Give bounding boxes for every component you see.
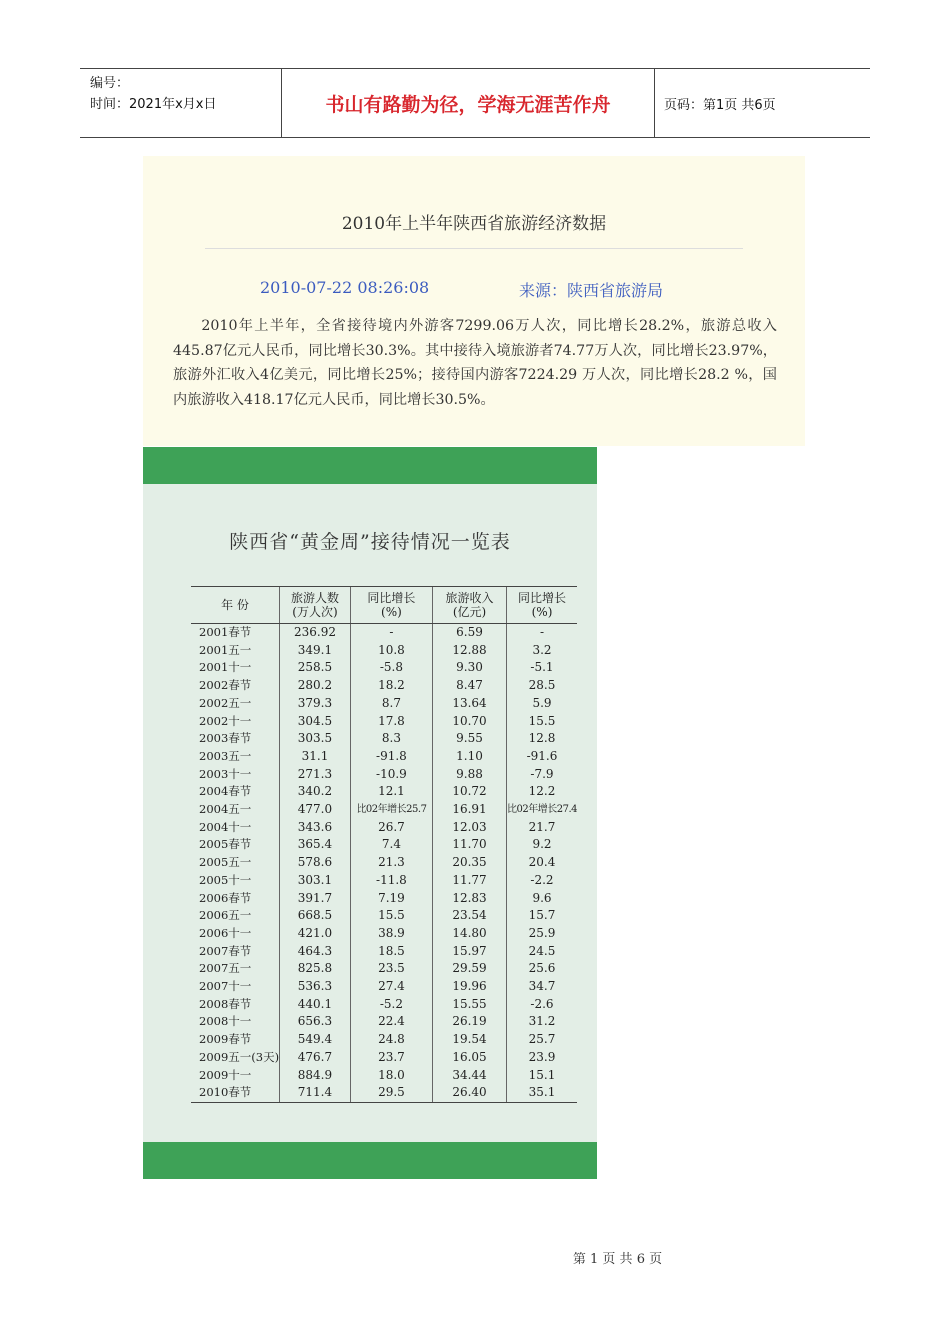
table-row	[191, 1013, 577, 1031]
value-cell: 24.5	[507, 943, 578, 961]
value-cell: 31.2	[507, 1013, 578, 1031]
value-cell: 825.8	[280, 960, 351, 978]
value-cell: -	[350, 624, 432, 642]
table-row	[191, 624, 577, 642]
value-cell: 24.8	[350, 1031, 432, 1049]
table-row	[191, 907, 577, 925]
value-cell: 365.4	[280, 836, 351, 854]
value-cell: 29.59	[433, 960, 507, 978]
period-cell: 2004五一	[199, 802, 252, 817]
value-cell: 23.5	[350, 960, 432, 978]
value-cell: 22.4	[350, 1013, 432, 1031]
value-cell: 23.54	[433, 907, 507, 925]
header-divider	[654, 69, 655, 137]
period-cell: 2007五一	[199, 961, 252, 976]
value-cell: 34.44	[433, 1067, 507, 1085]
period-cell: 2002五一	[199, 695, 252, 710]
value-cell: 10.72	[433, 783, 507, 801]
value-cell: 26.19	[433, 1013, 507, 1031]
table-row	[191, 748, 577, 766]
table-row	[191, 890, 577, 908]
value-cell: 21.7	[507, 819, 578, 837]
value-cell: 28.5	[507, 677, 578, 695]
period-cell: 2007春节	[199, 943, 252, 958]
table-row	[191, 819, 577, 837]
header-motto: 书山有路勤为径，学海无涯苦作舟	[325, 93, 611, 116]
value-cell: 15.5	[350, 907, 432, 925]
table-header-row	[191, 587, 577, 624]
header-time: 时间：2021年x月x日	[90, 97, 217, 112]
period-cell: 2008春节	[199, 996, 252, 1011]
value-cell: 25.9	[507, 925, 578, 943]
header-cell: 旅游收入 (亿元)	[433, 587, 507, 624]
value-cell: 9.30	[433, 659, 507, 677]
value-cell: 29.5	[350, 1084, 432, 1102]
period-cell: 2004春节	[199, 784, 252, 799]
value-cell: 16.05	[433, 1049, 507, 1067]
table-row	[191, 766, 577, 784]
value-cell: 34.7	[507, 978, 578, 996]
value-cell: 15.5	[507, 713, 578, 731]
period-cell: 2002春节	[199, 678, 252, 693]
document-header	[80, 68, 870, 138]
value-cell: -91.6	[507, 748, 578, 766]
value-cell: 656.3	[280, 1013, 351, 1031]
period-cell: 2005春节	[199, 837, 252, 852]
table-row	[191, 783, 577, 801]
value-cell: 884.9	[280, 1067, 351, 1085]
value-cell: 20.35	[433, 854, 507, 872]
value-cell: 比02年增长25.7	[350, 801, 432, 819]
value-cell: 668.5	[280, 907, 351, 925]
table-row	[191, 872, 577, 890]
value-cell: 9.55	[433, 730, 507, 748]
value-cell: 26.7	[350, 819, 432, 837]
value-cell: 25.7	[507, 1031, 578, 1049]
table-row	[191, 1031, 577, 1049]
value-cell: -11.8	[350, 872, 432, 890]
value-cell: 15.97	[433, 943, 507, 961]
table-row	[191, 943, 577, 961]
value-cell: 12.03	[433, 819, 507, 837]
article-source: 来源：陕西省旅游局	[519, 281, 664, 300]
article-datetime: 2010-07-22 08:26:08	[260, 278, 430, 297]
period-cell: 2004十一	[199, 819, 252, 834]
period-cell: 2006春节	[199, 890, 252, 905]
table-row	[191, 978, 577, 996]
value-cell: 12.88	[433, 642, 507, 660]
value-cell: 477.0	[280, 801, 351, 819]
value-cell: -5.2	[350, 996, 432, 1014]
value-cell: 31.1	[280, 748, 351, 766]
value-cell: 9.2	[507, 836, 578, 854]
period-cell: 2010春节	[191, 1084, 280, 1102]
table-title: 陕西省“黄金周”接待情况一览表	[229, 531, 511, 553]
value-cell: -	[507, 624, 578, 642]
table-figure	[143, 447, 597, 1179]
period-cell: 2005十一	[199, 872, 252, 887]
value-cell: 20.4	[507, 854, 578, 872]
period-cell: 2007十一	[199, 979, 252, 994]
value-cell: 14.80	[433, 925, 507, 943]
value-cell: 303.5	[280, 730, 351, 748]
value-cell: 271.3	[280, 766, 351, 784]
value-cell: 8.47	[433, 677, 507, 695]
value-cell: 12.2	[507, 783, 578, 801]
value-cell: 38.9	[350, 925, 432, 943]
value-cell: 25.6	[507, 960, 578, 978]
value-cell: 258.5	[280, 659, 351, 677]
table-row	[191, 659, 577, 677]
period-cell: 2001五一	[199, 642, 252, 657]
value-cell: 13.64	[433, 695, 507, 713]
value-cell: -5.8	[350, 659, 432, 677]
value-cell: -7.9	[507, 766, 578, 784]
value-cell: 21.3	[350, 854, 432, 872]
value-cell: 8.3	[350, 730, 432, 748]
value-cell: 17.8	[350, 713, 432, 731]
value-cell: 18.0	[350, 1067, 432, 1085]
period-cell: 2008十一	[199, 1014, 252, 1029]
table-row	[191, 996, 577, 1014]
value-cell: 11.70	[433, 836, 507, 854]
value-cell: 18.2	[350, 677, 432, 695]
value-cell: 3.2	[507, 642, 578, 660]
value-cell: 379.3	[280, 695, 351, 713]
value-cell: 349.1	[280, 642, 351, 660]
value-cell: 12.1	[350, 783, 432, 801]
article-body: 2010年上半年，全省接待境内外游客7299.06万人次，同比增长28.2%，旅游总收入445.87亿元人民币，同比增长30.3%。其中接待入境旅游者74.77万人次，同比增长23.97%，旅游外汇收入4亿美元，同比增长25%；接待国内游客7224.29 万人次，同比增长28.2 %，国内旅游收入418.17亿元人民币，同比增长30.5%。	[173, 318, 777, 408]
table-row	[191, 960, 577, 978]
table-row	[191, 730, 577, 748]
value-cell: -91.8	[350, 748, 432, 766]
value-cell: 464.3	[280, 943, 351, 961]
value-cell: 440.1	[280, 996, 351, 1014]
value-cell: 12.83	[433, 890, 507, 908]
value-cell: 8.7	[350, 695, 432, 713]
value-cell: 343.6	[280, 819, 351, 837]
period-cell: 2001十一	[199, 660, 252, 675]
value-cell: 15.7	[507, 907, 578, 925]
period-cell: 2001春节	[199, 625, 252, 639]
value-cell: 26.40	[433, 1084, 507, 1102]
period-cell: 2009春节	[199, 1032, 252, 1047]
header-cell: 年 份	[191, 587, 280, 624]
value-cell: 6.59	[433, 624, 507, 642]
period-cell: 2002十一	[199, 713, 252, 728]
value-cell: 19.54	[433, 1031, 507, 1049]
value-cell: 12.8	[507, 730, 578, 748]
value-cell: 578.6	[280, 854, 351, 872]
golden-week-table	[191, 586, 577, 1103]
value-cell: 5.9	[507, 695, 578, 713]
value-cell: 391.7	[280, 890, 351, 908]
table-row	[191, 1067, 577, 1085]
value-cell: 304.5	[280, 713, 351, 731]
value-cell: 10.70	[433, 713, 507, 731]
value-cell: 536.3	[280, 978, 351, 996]
period-cell: 2009五一(3天)	[199, 1049, 280, 1064]
period-cell: 2003春节	[199, 731, 252, 746]
value-cell: 23.9	[507, 1049, 578, 1067]
value-cell: 15.1	[507, 1067, 578, 1085]
value-cell: 比02年增长27.4	[507, 801, 578, 819]
header-page-code: 页码：第1页 共6页	[664, 97, 776, 113]
value-cell: 236.92	[280, 624, 351, 642]
article-panel	[143, 156, 805, 446]
value-cell: -2.2	[507, 872, 578, 890]
value-cell: 280.2	[280, 677, 351, 695]
value-cell: 9.6	[507, 890, 578, 908]
table-row	[191, 695, 577, 713]
table-row	[191, 854, 577, 872]
period-cell: 2006十一	[199, 925, 252, 940]
period-cell: 2003五一	[199, 748, 252, 763]
table-row	[191, 642, 577, 660]
period-cell: 2006五一	[199, 908, 252, 923]
value-cell: 11.77	[433, 872, 507, 890]
value-cell: 10.8	[350, 642, 432, 660]
table-row	[191, 713, 577, 731]
header-number: 编号：	[90, 76, 130, 91]
value-cell: -10.9	[350, 766, 432, 784]
value-cell: -2.6	[507, 996, 578, 1014]
value-cell: 19.96	[433, 978, 507, 996]
figure-bottom-bar	[143, 1142, 597, 1179]
article-title: 2010年上半年陕西省旅游经济数据	[341, 214, 607, 234]
figure-top-bar	[143, 447, 597, 484]
value-cell: 711.4	[280, 1084, 351, 1102]
value-cell: 23.7	[350, 1049, 432, 1067]
period-cell: 2003十一	[199, 766, 252, 781]
value-cell: 7.19	[350, 890, 432, 908]
value-cell: 549.4	[280, 1031, 351, 1049]
table-row	[191, 677, 577, 695]
table-row	[191, 1049, 577, 1067]
value-cell: 303.1	[280, 872, 351, 890]
value-cell: 18.5	[350, 943, 432, 961]
table-row	[191, 801, 577, 819]
header-cell: 旅游人数 (万人次)	[280, 587, 351, 624]
value-cell: 1.10	[433, 748, 507, 766]
value-cell: 476.7	[280, 1049, 351, 1067]
value-cell: -5.1	[507, 659, 578, 677]
value-cell: 7.4	[350, 836, 432, 854]
value-cell: 35.1	[507, 1084, 578, 1102]
period-cell: 2005五一	[199, 855, 252, 870]
value-cell: 16.91	[433, 801, 507, 819]
table-row	[191, 925, 577, 943]
table-row	[191, 1084, 577, 1102]
table-row	[191, 836, 577, 854]
value-cell: 27.4	[350, 978, 432, 996]
header-cell: 同比增长 (%)	[350, 587, 432, 624]
value-cell: 15.55	[433, 996, 507, 1014]
value-cell: 421.0	[280, 925, 351, 943]
header-meta	[90, 73, 216, 115]
header-cell: 同比增长 (%)	[507, 587, 578, 624]
period-cell: 2009十一	[199, 1067, 252, 1082]
page-footer: 第 1 页 共 6 页	[572, 1252, 663, 1267]
title-divider	[205, 248, 743, 249]
value-cell: 340.2	[280, 783, 351, 801]
value-cell: 9.88	[433, 766, 507, 784]
